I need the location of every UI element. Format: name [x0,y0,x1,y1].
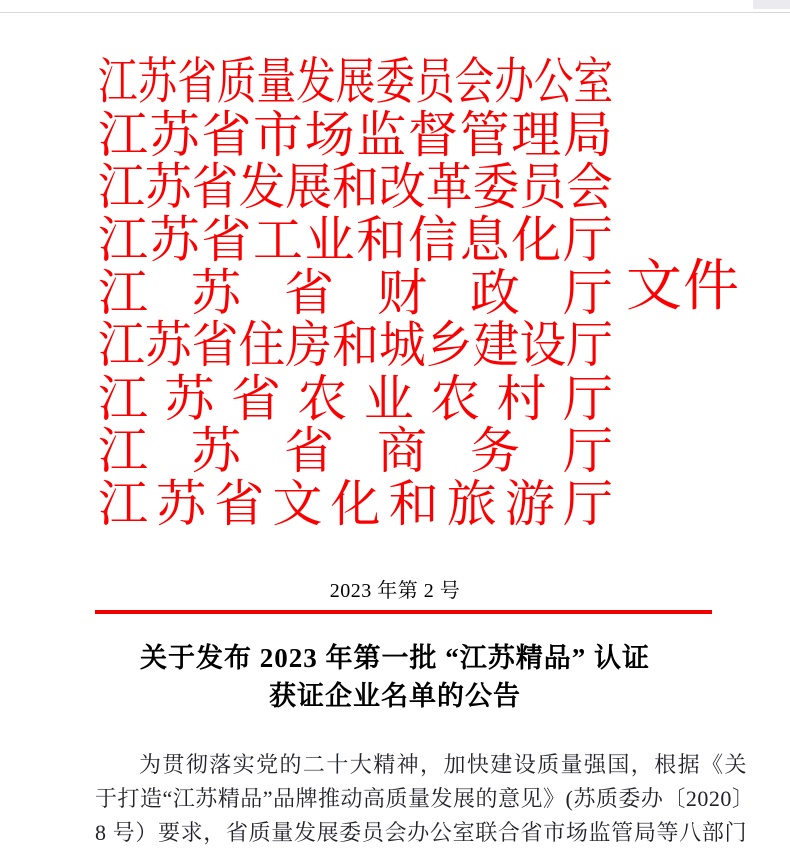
document-title-line-1: 关于发布 2023 年第一批 “江苏精品” 认证 [140,643,650,673]
agency-name: 江 苏 省 工 业 和 信 息 化 厅 [98,212,613,269]
agency-name: 江 苏 省 财 政 厅 [98,264,613,321]
agency-name: 江 苏 省 住 房 和 城 乡 建 设 厅 [98,317,613,374]
body-text-line: 于打造“江苏精品”品牌推动高质量发展的意见》(苏质委办〔2020〕 [95,786,755,811]
agency-name: 江 苏 省 发 展 和 改 革 委 员 会 [98,159,613,216]
window-top-border [0,12,790,13]
issue-number: 2023 年第 2 号 [329,580,461,602]
doc-type-label: 文件 [626,256,740,318]
agency-name: 江 苏 省 文 化 和 旅 游 厅 [98,476,613,533]
agency-name: 江 苏 省 农 业 农 村 厅 [98,370,613,427]
scrollbar-fragment [753,0,790,9]
body-text-line: 8 号）要求，省质量发展委员会办公室联合省市场监管局等八部门 [95,820,747,845]
document-title-line-2: 获证企业名单的公告 [269,681,521,711]
agency-name: 江 苏 省 质 量 发 展 委 员 会 办 公 室 [98,54,614,110]
agency-name: 江 苏 省 商 务 厅 [98,423,613,480]
agency-name: 江 苏 省 市 场 监 督 管 理 局 [98,106,613,163]
red-separator-line [95,610,712,614]
document-title [0,639,790,715]
body-text-line: 为贯彻落实党的二十大精神，加快建设质量强国，根据《关 [139,752,747,777]
body-paragraph [95,748,755,850]
agency-name-list [98,54,614,533]
